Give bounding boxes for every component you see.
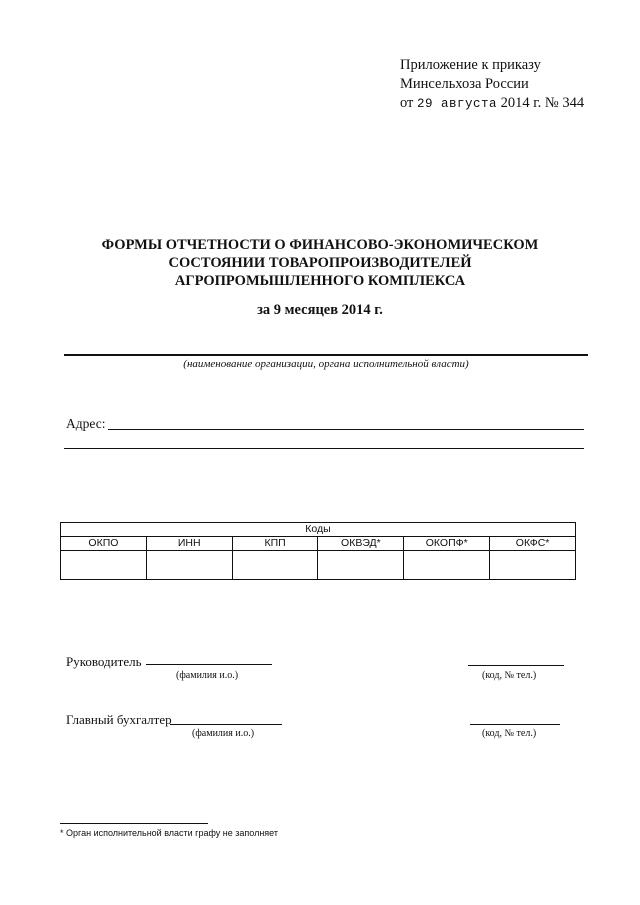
appendix-prefix: от: [400, 95, 414, 111]
appendix-line-3: [400, 94, 584, 114]
appendix-date: 29 августа: [417, 97, 498, 111]
footnote: * Орган исполнительной власти графу не заполняет: [60, 828, 278, 838]
codes-value-okpo[interactable]: [61, 551, 147, 580]
title-line-3: АГРОПРОМЫШЛЕННОГО КОМПЛЕКСА: [174, 273, 466, 289]
head-signature-line[interactable]: [146, 664, 272, 665]
address-line-2[interactable]: [64, 448, 584, 449]
address-label: Адрес:: [66, 416, 106, 431]
org-name-line[interactable]: [64, 354, 588, 356]
codes-table: [60, 522, 576, 580]
codes-col-okfs: ОКФС*: [490, 537, 576, 551]
codes-value-okopf[interactable]: [404, 551, 490, 580]
accountant-label: Главный бухгалтер: [66, 712, 172, 727]
head-phone-line[interactable]: [468, 665, 564, 666]
head-label: Руководитель: [66, 654, 142, 669]
head-phone-caption: (код, № тел.): [482, 670, 537, 681]
codes-col-kpp: КПП: [232, 537, 318, 551]
address-line-1[interactable]: [108, 429, 584, 430]
org-name-caption: (наименование организации, органа исполнительной власти): [183, 358, 469, 370]
accountant-signature-line[interactable]: [170, 724, 282, 725]
codes-value-kpp[interactable]: [232, 551, 318, 580]
footnote-separator: [60, 823, 208, 824]
accountant-name-caption: (фамилия и.о.): [192, 728, 255, 739]
accountant-phone-caption: (код, № тел.): [482, 728, 537, 739]
codes-value-okved[interactable]: [318, 551, 404, 580]
appendix-line-1: Приложение к приказу: [400, 57, 541, 73]
head-name-caption: (фамилия и.о.): [176, 670, 239, 681]
title-line-1: ФОРМЫ ОТЧЕТНОСТИ О ФИНАНСОВО-ЭКОНОМИЧЕСКОМ: [101, 237, 539, 253]
appendix-reference: [400, 56, 584, 114]
reporting-period: за 9 месяцев 2014 г.: [257, 302, 383, 318]
codes-col-inn: ИНН: [146, 537, 232, 551]
appendix-number: 2014 г. № 344: [500, 95, 585, 111]
codes-col-okopf: ОКОПФ*: [404, 537, 490, 551]
appendix-line-2: Минсельхоза России: [400, 76, 529, 92]
codes-value-inn[interactable]: [146, 551, 232, 580]
accountant-phone-line[interactable]: [470, 724, 560, 725]
codes-value-okfs[interactable]: [490, 551, 576, 580]
title-line-2: СОСТОЯНИИ ТОВАРОПРОИЗВОДИТЕЛЕЙ: [168, 255, 472, 271]
codes-col-okved: ОКВЭД*: [318, 537, 404, 551]
codes-header: Коды: [61, 523, 576, 537]
codes-col-okpo: ОКПО: [61, 537, 147, 551]
document-title: [60, 236, 580, 290]
